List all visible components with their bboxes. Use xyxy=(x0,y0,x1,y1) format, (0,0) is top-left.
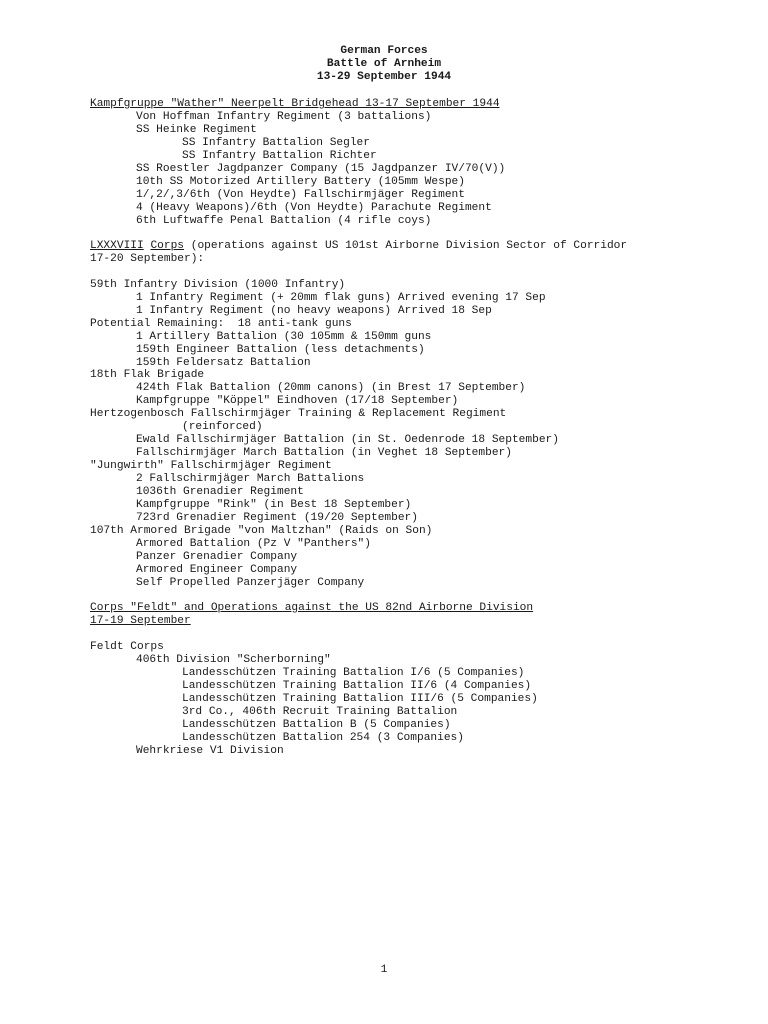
text-line: 159th Engineer Battalion (less detachments) xyxy=(136,344,425,356)
text-line: Kampfgruppe "Wather" Neerpelt Bridgehead 13-17 September 1944 xyxy=(90,98,500,110)
text-line: SS Roestler Jagdpanzer Company (15 Jagdpanzer IV/70(V)) xyxy=(136,163,506,175)
text-line: 17-20 September): xyxy=(90,253,205,265)
text-line: 1 Infantry Regiment (no heavy weapons) Arrived 18 Sep xyxy=(136,305,492,317)
text-line: Armored Battalion (Pz V "Panthers") xyxy=(136,538,371,550)
text-line: 10th SS Motorized Artillery Battery (105mm Wespe) xyxy=(136,176,465,188)
text-line: Landesschützen Training Battalion I/6 (5 Companies) xyxy=(182,667,525,679)
text-line: Self Propelled Panzerjäger Company xyxy=(136,577,365,589)
text-line: "Jungwirth" Fallschirmjäger Regiment xyxy=(90,460,332,472)
document-dates: 13-29 September 1944 xyxy=(316,71,452,83)
text-line: Corps "Feldt" and Operations against the US 82nd Airborne Division xyxy=(90,602,534,614)
text-line: 59th Infantry Division (1000 Infantry) xyxy=(90,279,346,291)
text-line: Panzer Grenadier Company xyxy=(136,551,298,563)
document-title: German Forces xyxy=(340,45,428,57)
text-line: SS Heinke Regiment xyxy=(136,124,257,136)
text-line: 18th Flak Brigade xyxy=(90,369,205,381)
text-line: SS Infantry Battalion Segler xyxy=(182,137,370,149)
text-line: Landesschützen Battalion 254 (3 Companies) xyxy=(182,732,464,744)
text-line: 723rd Grenadier Regiment (19/20 September) xyxy=(136,512,418,524)
text-segment: (operations against US 101st Airborne Division Sector of Corridor xyxy=(184,240,628,252)
text-line: 1036th Grenadier Regiment xyxy=(136,486,304,498)
text-line: Kampfgruppe "Rink" (in Best 18 September) xyxy=(136,499,412,511)
text-line: Armored Engineer Company xyxy=(136,564,298,576)
text-line: 1 Infantry Regiment (+ 20mm flak guns) Arrived evening 17 Sep xyxy=(136,292,546,304)
page-number: 1 xyxy=(380,964,388,976)
text-line: SS Infantry Battalion Richter xyxy=(182,150,377,162)
text-segment: LXXXVIII xyxy=(90,240,144,252)
text-line: Landesschützen Battalion B (5 Companies) xyxy=(182,719,451,731)
text-line: Von Hoffman Infantry Regiment (3 battalions) xyxy=(136,111,432,123)
text-line: 3rd Co., 406th Recruit Training Battalion xyxy=(182,706,458,718)
document-subtitle: Battle of Arnheim xyxy=(326,58,442,70)
text-line: 17-19 September xyxy=(90,615,191,627)
text-line: (reinforced) xyxy=(182,421,263,433)
text-line: 4 (Heavy Weapons)/6th (Von Heydte) Parachute Regiment xyxy=(136,202,492,214)
text-line: 159th Feldersatz Battalion xyxy=(136,357,311,369)
text-line: Hertzogenbosch Fallschirmjäger Training & Replacement Regiment xyxy=(90,408,507,420)
text-line: Feldt Corps xyxy=(90,641,164,653)
text-line: 1 Artillery Battalion (30 105mm & 150mm guns xyxy=(136,331,432,343)
text-line: Fallschirmjäger March Battalion (in Veghet 18 September) xyxy=(136,447,512,459)
text-line: 406th Division "Scherborning" xyxy=(136,654,331,666)
text-line: Ewald Fallschirmjäger Battalion (in St. Oedenrode 18 September) xyxy=(136,434,559,446)
text-line xyxy=(90,240,627,253)
text-line: Landesschützen Training Battalion II/6 (4 Companies) xyxy=(182,680,532,692)
text-line: 2 Fallschirmjäger March Battalions xyxy=(136,473,365,485)
text-line: 424th Flak Battalion (20mm canons) (in Brest 17 September) xyxy=(136,382,526,394)
text-line: Landesschützen Training Battalion III/6 (5 Companies) xyxy=(182,693,538,705)
text-segment: Corps xyxy=(150,240,185,252)
text-line: 6th Luftwaffe Penal Battalion (4 rifle coys) xyxy=(136,215,432,227)
text-line: Wehrkriese V1 Division xyxy=(136,745,284,757)
text-line: Kampfgruppe "Köppel" Eindhoven (17/18 September) xyxy=(136,395,459,407)
text-line: 1/,2/,3/6th (Von Heydte) Fallschirmjäger Regiment xyxy=(136,189,465,201)
text-line: Potential Remaining: 18 anti-tank guns xyxy=(90,318,352,330)
text-line: 107th Armored Brigade "von Maltzhan" (Raids on Son) xyxy=(90,525,433,537)
